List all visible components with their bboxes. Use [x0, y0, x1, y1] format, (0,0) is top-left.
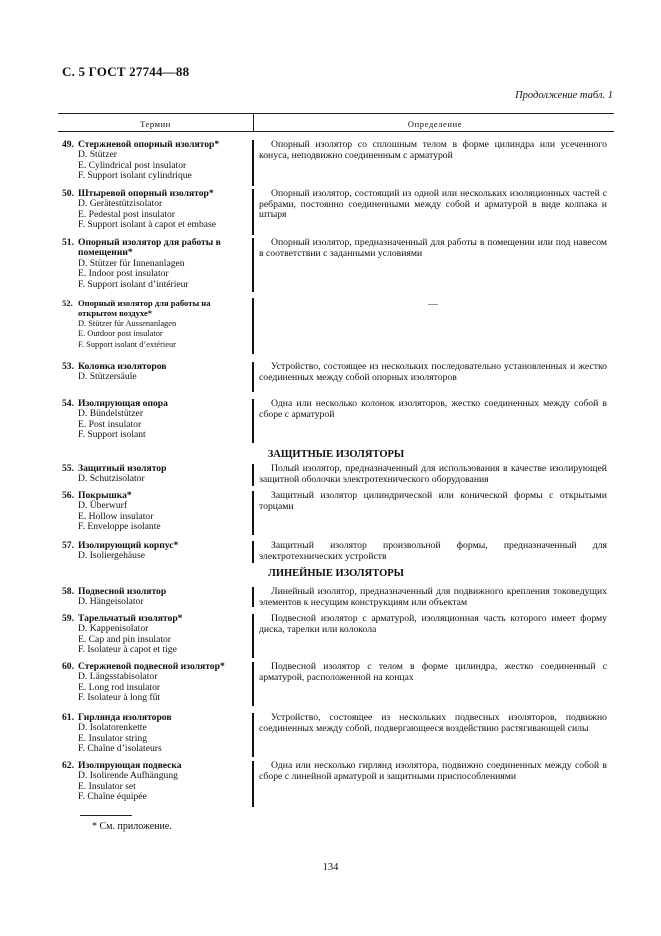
term-translation: D. Stützer für Innenanlagen: [78, 257, 185, 269]
term-translation: E. Insulator set: [78, 780, 136, 792]
term-name: Тарельчатый изолятор*: [78, 613, 183, 624]
term-cell: [62, 614, 250, 656]
definition-cell: Защитный изолятор цилиндрической или конической формы с открытыми торцами: [259, 490, 607, 512]
definition-cell: Линейный изолятор, предназначенный для подвижного крепления токоведущих элементов к несущим конструкциям или объектам: [259, 586, 607, 608]
term-translation: F. Chaîne équipée: [78, 791, 147, 803]
definition-cell: —: [428, 299, 438, 310]
term-number: 57.: [62, 540, 74, 551]
term-name: Опорный изолятор для работы в: [78, 237, 221, 248]
footnote-rule: [80, 815, 132, 816]
definition-cell: Устройство, состоящее из нескольких подвесных изоляторов, подвижно соединенных между собой, подвергающееся воздействию растягивающей силы: [259, 712, 607, 734]
definition-cell: Опорный изолятор, состоящий из одной или нескольких изоляционных частей с ребрами, постоянно соединенными между собой и арматурой в виде колпака и штыря: [259, 188, 607, 221]
column-header-definition: Определение: [407, 119, 463, 129]
column-divider-bar: [252, 713, 254, 757]
term-translation: F. Isolateur à long fût: [78, 692, 161, 704]
term-translation: F. Support isolant d’intérieur: [78, 278, 189, 290]
term-number: 55.: [62, 463, 74, 474]
term-cell: [62, 298, 250, 350]
term-number: 62.: [62, 760, 74, 771]
column-divider-bar: [252, 614, 254, 658]
definition-cell: Подвесной изолятор с телом в форме цилиндра, жестко соединенный с арматурой, расположенной на концах: [259, 661, 607, 683]
term-translation: E. Indoor post insulator: [78, 268, 169, 280]
term-number: 52.: [62, 298, 73, 308]
term-translation: D. Stützer für Aussenanlagen: [78, 318, 177, 328]
term-number: 58.: [62, 586, 74, 597]
term-cell: [62, 761, 250, 803]
column-divider-bar: [252, 362, 254, 392]
term-name: Покрышка*: [78, 490, 132, 501]
term-translation: E. Cylindrical post insulator: [78, 159, 187, 171]
definition-cell: Одна или несколько гирлянд изолятора, подвижно соединенных между собой в сборе с линейной арматурой и защитными приспособлениями: [259, 760, 607, 782]
definition-cell: Полый изолятор, предназначенный для использования в качестве изолирующей защитной оболочки электротехнического оборудования: [259, 463, 607, 485]
term-translation: D. Bündelstützer: [78, 408, 144, 420]
term-name: открытом воздухе*: [78, 308, 153, 319]
term-cell: [62, 464, 250, 485]
term-translation: E. Cap and pin insulator: [78, 633, 171, 645]
page-number: 134: [322, 862, 339, 873]
term-translation: D. Stützersäule: [78, 371, 137, 383]
term-name: Стержневой подвесной изолятор*: [78, 661, 225, 672]
column-divider-bar: [252, 587, 254, 607]
term-translation: D. Kappenisolator: [78, 623, 149, 635]
term-translation: D. Längsstabisolator: [78, 671, 158, 683]
term-cell: [62, 362, 250, 383]
definition-cell: Опорный изолятор, предназначенный для работы в помещении или под навесом в соответствии с заданными условиями: [259, 237, 607, 259]
page-header: С. 5 ГОСТ 27744—88: [62, 64, 190, 79]
term-name: Штыревой опорный изолятор*: [78, 188, 214, 199]
term-translation: E. Long rod insulator: [78, 681, 161, 693]
term-number: 50.: [62, 188, 74, 199]
term-number: 60.: [62, 661, 74, 672]
term-translation: D. Isoliergehäuse: [78, 550, 145, 562]
section-heading-protective: ЗАЩИТНЫЕ ИЗОЛЯТОРЫ: [267, 449, 405, 460]
term-name: Изолирующая опора: [78, 398, 168, 409]
term-cell: [62, 713, 250, 755]
term-name: Изолирующая подвеска: [78, 760, 182, 771]
column-divider-bar: [252, 541, 254, 563]
term-translation: F. Support isolant à capot et embase: [78, 219, 217, 231]
term-translation: F. Support isolant cylindrique: [78, 170, 192, 182]
term-cell: [62, 140, 250, 182]
column-header-term: Термин: [140, 119, 171, 129]
term-translation: E. Outdoor post insulator: [78, 329, 163, 339]
footnote: * См. приложение.: [92, 821, 172, 832]
term-translation: F. Chaîne d’isolateurs: [78, 743, 162, 755]
term-translation: D. Hängeisolator: [78, 596, 144, 608]
table-continuation-note: Продолжение табл. 1: [515, 90, 613, 101]
term-cell: [62, 491, 250, 533]
term-translation: E. Post insulator: [78, 418, 142, 430]
term-translation: D. Gerätestützisolator: [78, 198, 163, 210]
term-translation: D. Isolirende Aufhängung: [78, 770, 178, 782]
definition-cell: Опорный изолятор со сплошным телом в форме цилиндра или усеченного конуса, неподвижно соединенным с арматурой: [259, 139, 607, 161]
term-cell: [62, 189, 250, 231]
definition-cell: Устройство, состоящее из нескольких последовательно установленных и жестко соединенных между собой опорных изоляторов: [259, 361, 607, 383]
section-heading-line: ЛИНЕЙНЫЕ ИЗОЛЯТОРЫ: [268, 568, 404, 579]
term-name: Гирлянда изоляторов: [78, 712, 172, 723]
term-cell: [62, 662, 250, 704]
term-translation: F. Support isolant d’extérieur: [78, 339, 176, 349]
term-cell: [62, 587, 250, 608]
term-number: 56.: [62, 490, 74, 501]
term-translation: F. Support isolant: [78, 429, 146, 441]
definition-cell: Подвесной изолятор с арматурой, изоляционная часть которого имеет форму диска, тарелки или колокола: [259, 613, 607, 635]
term-translation: D. Stützer: [78, 149, 117, 161]
term-translation: E. Insulator string: [78, 732, 148, 744]
term-name: Изолирующий корпус*: [78, 540, 179, 551]
term-number: 54.: [62, 398, 74, 409]
term-translation: F. Enveloppe isolante: [78, 521, 161, 533]
column-divider-bar: [252, 238, 254, 292]
definition-cell: Одна или несколько колонок изоляторов, жестко соединенных между собой в сборе с арматурой: [259, 398, 607, 420]
term-cell: [62, 399, 250, 441]
term-translation: D. Schutzisolator: [78, 473, 145, 485]
term-translation: D. Isolatorenkette: [78, 722, 147, 734]
term-translation: D. Überwurf: [78, 500, 128, 512]
term-name: Опорный изолятор для работы на: [78, 298, 211, 308]
term-number: 49.: [62, 139, 74, 150]
column-divider-bar: [252, 761, 254, 807]
term-name: Подвесной изолятор: [78, 586, 167, 597]
term-number: 59.: [62, 613, 74, 624]
term-translation: E. Hollow insulator: [78, 510, 154, 522]
column-divider-bar: [252, 399, 254, 443]
definition-cell: Защитный изолятор произвольной формы, предназначенный для электротехнических устройств: [259, 540, 607, 562]
term-number: 51.: [62, 237, 74, 248]
term-cell: [62, 541, 250, 562]
term-number: 53.: [62, 361, 74, 372]
column-divider-bar: [252, 662, 254, 706]
term-name: Защитный изолятор: [78, 463, 167, 474]
column-divider-bar: [252, 189, 254, 235]
term-translation: E. Pedestal post insulator: [78, 208, 175, 220]
term-name: Колонка изоляторов: [78, 361, 167, 372]
term-cell: [62, 238, 250, 290]
term-number: 61.: [62, 712, 74, 723]
term-name: помещении*: [78, 247, 133, 259]
column-divider-bar: [252, 140, 254, 186]
term-name: Стержневой опорный изолятор*: [78, 139, 220, 150]
column-divider-bar: [252, 491, 254, 535]
term-translation: F. Isolateur à capot et tige: [78, 644, 177, 656]
column-divider-bar: [252, 464, 254, 486]
column-divider-bar: [252, 298, 254, 354]
